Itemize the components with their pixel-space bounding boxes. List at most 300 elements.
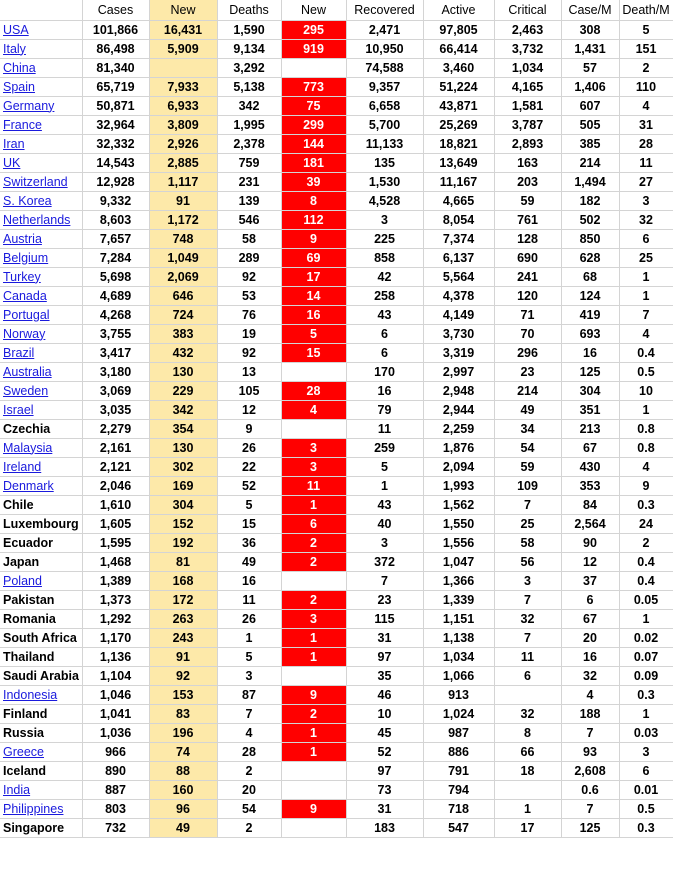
critical-cell [494,780,561,799]
new-cases-cell: 342 [149,400,217,419]
country-link[interactable]: Norway [3,326,46,341]
death-per-million-cell: 0.3 [619,818,673,837]
case-per-million-cell: 90 [561,533,619,552]
country-cell[interactable] [0,438,82,457]
country-cell[interactable] [0,96,82,115]
new-cases-cell: 383 [149,324,217,343]
table-row [0,172,673,191]
header-row [0,0,673,20]
country-link[interactable]: France [3,117,42,132]
table-row [0,20,673,39]
deaths-cell: 3 [217,666,281,685]
new-cases-cell: 96 [149,799,217,818]
country-cell[interactable] [0,115,82,134]
case-per-million-cell: 214 [561,153,619,172]
death-per-million-cell: 0.8 [619,438,673,457]
recovered-cell: 115 [346,609,423,628]
new-cases-cell: 196 [149,723,217,742]
new-deaths-cell: 15 [281,343,346,362]
new-deaths-cell: 69 [281,248,346,267]
deaths-cell: 5 [217,495,281,514]
cases-cell: 1,389 [82,571,149,590]
cases-cell: 1,036 [82,723,149,742]
new-deaths-cell: 2 [281,552,346,571]
new-cases-cell: 2,069 [149,267,217,286]
country-cell[interactable] [0,267,82,286]
critical-cell: 4,165 [494,77,561,96]
country-link[interactable]: Denmark [3,478,54,493]
country-cell[interactable] [0,476,82,495]
header-critical[interactable]: Critical [494,0,561,20]
table-row [0,742,673,761]
new-cases-cell: 2,885 [149,153,217,172]
death-per-million-cell: 0.09 [619,666,673,685]
header-new-cases[interactable]: New [149,0,217,20]
cases-cell: 1,595 [82,533,149,552]
new-deaths-cell: 299 [281,115,346,134]
new-cases-cell: 83 [149,704,217,723]
new-deaths-cell: 9 [281,799,346,818]
new-cases-cell: 6,933 [149,96,217,115]
death-per-million-cell: 0.03 [619,723,673,742]
recovered-cell: 23 [346,590,423,609]
cases-cell: 32,332 [82,134,149,153]
deaths-cell: 5 [217,647,281,666]
death-per-million-cell: 6 [619,229,673,248]
new-deaths-cell [281,362,346,381]
country-cell: Finland [0,704,82,723]
recovered-cell: 42 [346,267,423,286]
country-cell[interactable] [0,134,82,153]
new-deaths-cell: 75 [281,96,346,115]
recovered-cell: 5 [346,457,423,476]
critical-cell: 296 [494,343,561,362]
country-link[interactable]: Poland [3,573,42,588]
critical-cell: 120 [494,286,561,305]
critical-cell: 17 [494,818,561,837]
cases-cell: 966 [82,742,149,761]
country-cell: Czechia [0,419,82,438]
active-cell: 4,665 [423,191,494,210]
critical-cell: 3 [494,571,561,590]
deaths-cell: 546 [217,210,281,229]
cases-cell: 1,468 [82,552,149,571]
critical-cell: 56 [494,552,561,571]
critical-cell: 71 [494,305,561,324]
death-per-million-cell: 110 [619,77,673,96]
case-per-million-cell: 2,564 [561,514,619,533]
case-per-million-cell: 125 [561,362,619,381]
table-row [0,39,673,58]
header-active[interactable]: Active [423,0,494,20]
active-cell: 547 [423,818,494,837]
active-cell: 3,460 [423,58,494,77]
case-per-million-cell: 6 [561,590,619,609]
deaths-cell: 7 [217,704,281,723]
critical-cell: 203 [494,172,561,191]
critical-cell: 7 [494,590,561,609]
country-cell[interactable] [0,20,82,39]
recovered-cell: 11 [346,419,423,438]
country-link[interactable]: Netherlands [3,212,71,227]
table-row [0,476,673,495]
death-per-million-cell: 3 [619,742,673,761]
country-cell[interactable] [0,571,82,590]
header-country[interactable] [0,0,82,20]
active-cell: 1,034 [423,647,494,666]
country-cell[interactable] [0,362,82,381]
new-cases-cell: 229 [149,381,217,400]
recovered-cell: 97 [346,761,423,780]
country-link[interactable]: UK [3,155,21,170]
new-deaths-cell: 3 [281,609,346,628]
deaths-cell: 20 [217,780,281,799]
header-recovered[interactable]: Recovered [346,0,423,20]
active-cell: 1,339 [423,590,494,609]
new-cases-cell: 160 [149,780,217,799]
new-deaths-cell: 9 [281,229,346,248]
cases-cell: 1,292 [82,609,149,628]
case-per-million-cell: 124 [561,286,619,305]
case-per-million-cell: 93 [561,742,619,761]
critical-cell: 6 [494,666,561,685]
cases-cell: 2,121 [82,457,149,476]
death-per-million-cell: 7 [619,305,673,324]
country-cell[interactable] [0,324,82,343]
death-per-million-cell: 1 [619,400,673,419]
case-per-million-cell: 7 [561,799,619,818]
recovered-cell: 35 [346,666,423,685]
recovered-cell: 31 [346,628,423,647]
recovered-cell: 52 [346,742,423,761]
country-link[interactable]: Portugal [3,307,50,322]
country-link[interactable]: Canada [3,288,47,303]
country-cell[interactable] [0,58,82,77]
country-link[interactable]: S. Korea [3,193,52,208]
recovered-cell: 7 [346,571,423,590]
country-link[interactable]: USA [3,22,29,37]
country-cell[interactable] [0,780,82,799]
critical-cell: 58 [494,533,561,552]
critical-cell: 214 [494,381,561,400]
header-cases[interactable]: Cases [82,0,149,20]
critical-cell: 59 [494,457,561,476]
country-cell[interactable] [0,457,82,476]
critical-cell: 1,034 [494,58,561,77]
recovered-cell: 6 [346,324,423,343]
new-cases-cell: 748 [149,229,217,248]
recovered-cell: 858 [346,248,423,267]
active-cell: 1,556 [423,533,494,552]
case-per-million-cell: 67 [561,609,619,628]
cases-cell: 7,657 [82,229,149,248]
table-row [0,647,673,666]
active-cell: 2,259 [423,419,494,438]
new-cases-cell: 153 [149,685,217,704]
cases-cell: 5,698 [82,267,149,286]
case-per-million-cell: 850 [561,229,619,248]
cases-cell: 3,069 [82,381,149,400]
death-per-million-cell: 0.07 [619,647,673,666]
table-row [0,153,673,172]
case-per-million-cell: 2,608 [561,761,619,780]
deaths-cell: 26 [217,438,281,457]
table-row [0,685,673,704]
active-cell: 1,562 [423,495,494,514]
table-row [0,286,673,305]
country-cell[interactable] [0,685,82,704]
case-per-million-cell: 68 [561,267,619,286]
cases-cell: 8,603 [82,210,149,229]
new-cases-cell: 1,049 [149,248,217,267]
deaths-cell: 13 [217,362,281,381]
table-row [0,723,673,742]
table-row [0,457,673,476]
death-per-million-cell: 0.3 [619,685,673,704]
country-cell[interactable] [0,400,82,419]
country-cell[interactable] [0,381,82,400]
critical-cell: 32 [494,704,561,723]
cases-cell: 1,373 [82,590,149,609]
active-cell: 1,151 [423,609,494,628]
cases-cell: 3,035 [82,400,149,419]
new-deaths-cell [281,58,346,77]
recovered-cell: 43 [346,305,423,324]
country-link[interactable]: China [3,60,36,75]
critical-cell: 59 [494,191,561,210]
deaths-cell: 759 [217,153,281,172]
cases-cell: 732 [82,818,149,837]
recovered-cell: 259 [346,438,423,457]
case-per-million-cell: 1,494 [561,172,619,191]
recovered-cell: 16 [346,381,423,400]
country-link[interactable]: Turkey [3,269,41,284]
country-cell: Ecuador [0,533,82,552]
deaths-cell: 139 [217,191,281,210]
death-per-million-cell: 25 [619,248,673,267]
critical-cell: 32 [494,609,561,628]
country-cell[interactable] [0,172,82,191]
active-cell: 5,564 [423,267,494,286]
new-deaths-cell: 181 [281,153,346,172]
case-per-million-cell: 607 [561,96,619,115]
table-row [0,58,673,77]
active-cell: 18,821 [423,134,494,153]
recovered-cell: 9,357 [346,77,423,96]
country-link[interactable]: Spain [3,79,35,94]
active-cell: 1,366 [423,571,494,590]
death-per-million-cell: 0.05 [619,590,673,609]
country-link[interactable]: Italy [3,41,26,56]
table-row [0,267,673,286]
country-link[interactable]: Belgium [3,250,49,265]
death-per-million-cell: 0.4 [619,343,673,362]
active-cell: 51,224 [423,77,494,96]
new-cases-cell: 243 [149,628,217,647]
deaths-cell: 22 [217,457,281,476]
case-per-million-cell: 213 [561,419,619,438]
table-row [0,609,673,628]
case-per-million-cell: 308 [561,20,619,39]
new-deaths-cell: 28 [281,381,346,400]
recovered-cell: 1,530 [346,172,423,191]
country-link[interactable]: Iran [3,136,25,151]
country-cell[interactable] [0,742,82,761]
new-deaths-cell [281,666,346,685]
country-link[interactable]: Germany [3,98,55,113]
active-cell: 1,550 [423,514,494,533]
deaths-cell: 11 [217,590,281,609]
new-deaths-cell: 919 [281,39,346,58]
country-link[interactable]: Brazil [3,345,35,360]
table-row [0,305,673,324]
new-deaths-cell: 773 [281,77,346,96]
active-cell: 3,319 [423,343,494,362]
country-cell[interactable] [0,191,82,210]
recovered-cell: 40 [346,514,423,533]
country-cell: Iceland [0,761,82,780]
case-per-million-cell: 1,406 [561,77,619,96]
country-link[interactable]: Sweden [3,383,49,398]
active-cell: 6,137 [423,248,494,267]
death-per-million-cell: 28 [619,134,673,153]
active-cell: 2,948 [423,381,494,400]
country-cell[interactable] [0,39,82,58]
active-cell: 1,047 [423,552,494,571]
table-row [0,590,673,609]
table-row [0,571,673,590]
critical-cell: 23 [494,362,561,381]
recovered-cell: 73 [346,780,423,799]
cases-cell: 65,719 [82,77,149,96]
new-deaths-cell: 1 [281,495,346,514]
deaths-cell: 87 [217,685,281,704]
deaths-cell: 231 [217,172,281,191]
country-cell[interactable] [0,343,82,362]
recovered-cell: 97 [346,647,423,666]
new-cases-cell: 432 [149,343,217,362]
country-cell[interactable] [0,248,82,267]
deaths-cell: 9,134 [217,39,281,58]
case-per-million-cell: 67 [561,438,619,457]
country-cell[interactable] [0,305,82,324]
header-deaths[interactable]: Deaths [217,0,281,20]
critical-cell: 8 [494,723,561,742]
cases-cell: 2,046 [82,476,149,495]
critical-cell: 49 [494,400,561,419]
new-cases-cell: 192 [149,533,217,552]
new-deaths-cell: 144 [281,134,346,153]
death-per-million-cell: 31 [619,115,673,134]
death-per-million-cell: 0.01 [619,780,673,799]
recovered-cell: 11,133 [346,134,423,153]
table-row [0,514,673,533]
cases-cell: 1,610 [82,495,149,514]
death-per-million-cell: 2 [619,533,673,552]
active-cell: 97,805 [423,20,494,39]
header-case-per-million[interactable]: Case/M [561,0,619,20]
critical-cell: 109 [494,476,561,495]
cases-cell: 1,041 [82,704,149,723]
critical-cell: 2,463 [494,20,561,39]
new-cases-cell: 7,933 [149,77,217,96]
country-cell[interactable] [0,799,82,818]
case-per-million-cell: 1,431 [561,39,619,58]
table-row [0,704,673,723]
header-death-per-million[interactable]: Death/M [619,0,673,20]
table-row [0,96,673,115]
deaths-cell: 1 [217,628,281,647]
new-deaths-cell: 1 [281,647,346,666]
deaths-cell: 52 [217,476,281,495]
new-deaths-cell: 295 [281,20,346,39]
country-link[interactable]: Philippines [3,801,64,816]
country-link[interactable]: Ireland [3,459,42,474]
critical-cell: 34 [494,419,561,438]
cases-cell: 32,964 [82,115,149,134]
new-deaths-cell: 16 [281,305,346,324]
country-cell[interactable] [0,229,82,248]
country-cell[interactable] [0,153,82,172]
country-link[interactable]: Austria [3,231,42,246]
table-row [0,191,673,210]
country-link[interactable]: Malaysia [3,440,53,455]
death-per-million-cell: 0.4 [619,571,673,590]
recovered-cell: 225 [346,229,423,248]
cases-cell: 7,284 [82,248,149,267]
country-cell[interactable] [0,286,82,305]
new-deaths-cell: 1 [281,628,346,647]
recovered-cell: 183 [346,818,423,837]
active-cell: 4,378 [423,286,494,305]
death-per-million-cell: 4 [619,96,673,115]
deaths-cell: 105 [217,381,281,400]
death-per-million-cell: 32 [619,210,673,229]
new-cases-cell: 3,809 [149,115,217,134]
death-per-million-cell: 1 [619,267,673,286]
country-cell[interactable] [0,210,82,229]
country-cell: Luxembourg [0,514,82,533]
deaths-cell: 2 [217,818,281,837]
new-deaths-cell: 14 [281,286,346,305]
cases-cell: 4,268 [82,305,149,324]
new-deaths-cell: 5 [281,324,346,343]
country-link[interactable]: Israel [3,402,34,417]
death-per-million-cell: 0.8 [619,419,673,438]
country-link[interactable]: Greece [3,744,44,759]
cases-cell: 2,161 [82,438,149,457]
case-per-million-cell: 419 [561,305,619,324]
country-link[interactable]: India [3,782,31,797]
cases-cell: 3,755 [82,324,149,343]
country-link[interactable]: Indonesia [3,687,58,702]
country-cell: South Africa [0,628,82,647]
country-cell[interactable] [0,77,82,96]
deaths-cell: 342 [217,96,281,115]
recovered-cell: 43 [346,495,423,514]
death-per-million-cell: 5 [619,20,673,39]
active-cell: 1,024 [423,704,494,723]
deaths-cell: 16 [217,571,281,590]
country-link[interactable]: Australia [3,364,52,379]
new-deaths-cell [281,761,346,780]
case-per-million-cell: 125 [561,818,619,837]
death-per-million-cell: 0.5 [619,799,673,818]
new-deaths-cell [281,571,346,590]
new-deaths-cell: 9 [281,685,346,704]
country-link[interactable]: Switzerland [3,174,68,189]
header-new-deaths[interactable]: New [281,0,346,20]
